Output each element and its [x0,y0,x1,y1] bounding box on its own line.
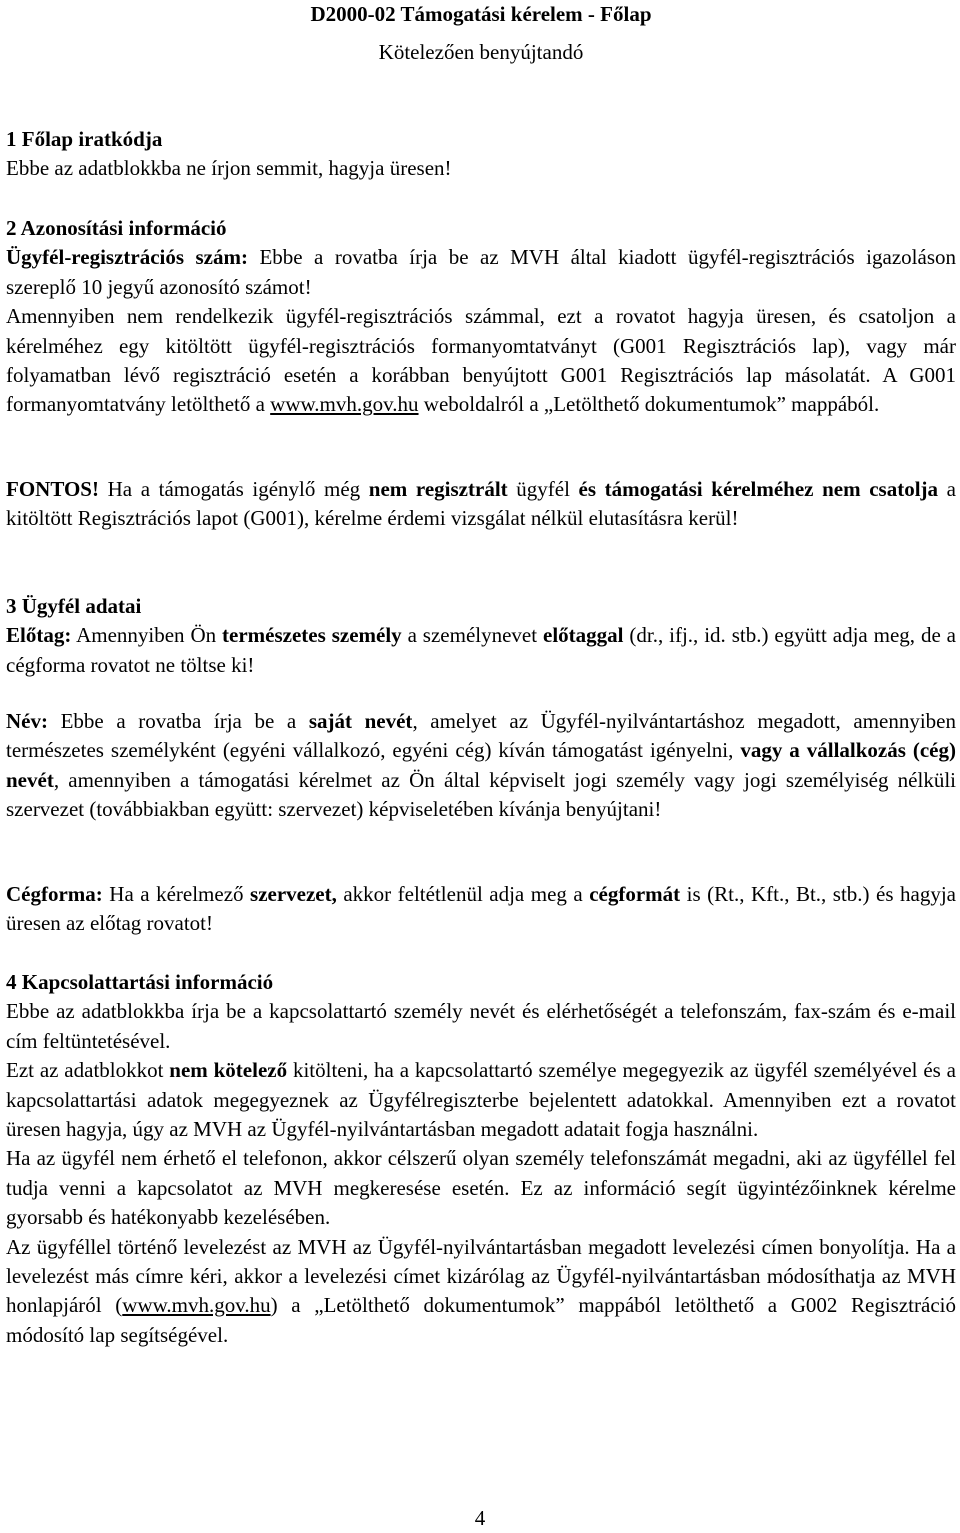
prefix-text-b: természetes személy [222,623,402,648]
important-label: FONTOS! [6,477,99,501]
registration-number-text: Ebbe a rovatba írja be az MVH által kiadott ügyfél-regisztrációs igazoláson szereplő 10 jegyű azonosító számot! [6,245,956,299]
contact-p2-text-b: nem kötelező [169,1058,288,1083]
contact-paragraph-2 [6,1056,956,1144]
contact-p2-text-c: kitölteni, ha a kapcsolattartó személye megegyezik az ügyfél személyével és a kapcsolattartási adatok megegyeznek az Ügyfélregiszterbe bejelentett adatokkal. Amennyiben ezt a rovatot üresen hagyja, úgy az MVH az Ügyfél-nyilvántartásban megadott adatait fogja használni. [6,1058,956,1142]
name-text-c: , amelyet az Ügyfél-nyilvántartáshoz megadott, amennyiben természetes személyként (egyéni vállalkozó, egyéni cég) kíván támogatást igényelni, [6,709,956,763]
prefix-text-c: a személynevet [401,623,543,648]
no-registration-paragraph [6,302,956,420]
section-1-heading: 1 Főlap iratkódja [6,127,163,151]
contact-paragraph-4 [6,1233,956,1351]
name-text-d: vagy a vállalkozás (cég) nevét [6,738,956,792]
contact-paragraph-3: Ha az ügyfél nem érhető el telefonon, akkor célszerű olyan személy telefonszámát megadni, aki az ügyféllel fel tudja venni a kapcsolatot az MVH megkeresése esetén. Ez az információ segít ügyintézőinknek kérelme gyorsabb és hatékonyabb kezelésében. [6,1146,956,1230]
prefix-text-d: előtaggal [543,623,624,648]
page-number: 4 [474,1506,486,1530]
important-notice [6,475,956,534]
section-4 [6,968,956,1350]
section-4-heading: 4 Kapcsolattartási információ [6,970,274,994]
section-1-text: Ebbe az adatblokkba ne írjon semmit, hagyja üresen! [6,156,452,181]
registration-number-label: Ügyfél-regisztrációs szám: [6,245,248,270]
mvh-link[interactable]: www.mvh.gov.hu [270,392,419,417]
document-subtitle: Kötelezően benyújtandó [378,40,584,64]
name-paragraph [6,707,956,825]
prefix-label: Előtag: [6,623,72,648]
prefix-text-a: Amennyiben Ön [71,623,223,648]
important-text-e: a kitöltött Regisztrációs lapot (G001), kérelme érdemi vizsgálat nélkül elutasításra kerül! [6,477,957,531]
name-text-b: saját nevét [308,709,413,733]
registration-number-paragraph [6,243,956,302]
document-title: D2000-02 Támogatási kérelem - Főlap [310,2,652,26]
no-registration-text: Amennyiben nem rendelkezik ügyfél-regisztrációs számmal, ezt a rovatot hagyja üresen, és csatoljon a kérelméhez egy kitöltött ügyfél-regisztrációs formanyomtatványt (G001 Regisztrációs lap), vagy már folyamatban lévő regisztráció esetén a korábban benyújtott G001 Regisztrációs lap másolatát. A G001 formanyomtatvány letölthető a [6,304,956,417]
important-text-b: nem regisztrált [368,477,508,501]
contact-paragraph-1: Ebbe az adatblokkba írja be a kapcsolattartó személy nevét és elérhetőségét a telefonszám, fax-szám és e-mail cím feltüntetésével. [6,999,956,1053]
company-form-label: Cégforma: [6,882,103,906]
company-form-paragraph [6,880,956,939]
contact-p2-text-a: Ezt az adatblokkot [6,1058,170,1083]
section-2-heading: 2 Azonosítási információ [6,216,227,240]
company-form-text-c: akkor feltétlenül adja meg a [336,882,590,906]
section-2 [6,214,956,420]
section-3-heading: 3 Ügyfél adatai [6,594,142,618]
mvh-homepage-link[interactable]: www.mvh.gov.hu [122,1293,271,1318]
important-text-d: és támogatási kérelméhez nem csatolja [578,477,939,501]
important-text-a: Ha a támogatás igénylő még [98,477,369,501]
company-form-text-d: cégformát [589,882,681,906]
name-label: Név: [6,709,48,733]
no-registration-tail: weboldalról a „Letölthető dokumentumok” mappából. [418,392,880,417]
contact-p4-text-a: Az ügyféllel történő levelezést az MVH az Ügyfél-nyilvántartásban megadott levelezési címen bonyolítja. Ha a levelezést más címre kéri, akkor a levelezési címet kizárólag az Ügyfél-nyilvántartásban módosíthatja az MVH honlapjáról ( [6,1234,956,1318]
prefix-paragraph [6,621,956,680]
prefix-text-e: (dr., ifj., id. stb.) együtt adja meg, de a cégforma rovatot ne töltse ki! [6,623,956,677]
name-text-a: Ebbe a rovatba írja be a [47,709,309,733]
section-1 [6,125,956,184]
contact-p4-text-b: ) a „Letölthető dokumentumok” mappából letölthető a G002 Regisztráció módosító lap segítségével. [6,1293,956,1347]
company-form-text-a: Ha a kérelmező [102,882,251,906]
company-form-text-e: is (Rt., Kft., Bt., stb.) és hagyja üresen az előtag rovatot! [6,882,956,936]
section-3 [6,592,956,680]
name-text-e: , amennyiben a támogatási kérelmet az Ön által képviselt jogi személy vagy jogi személyiség nélküli szervezet (továbbiakban együtt: szervezet) képviseletében kívánja benyújtani! [6,767,956,822]
company-form-text-b: szervezet, [250,882,337,906]
important-text-c: ügyfél [507,477,579,501]
